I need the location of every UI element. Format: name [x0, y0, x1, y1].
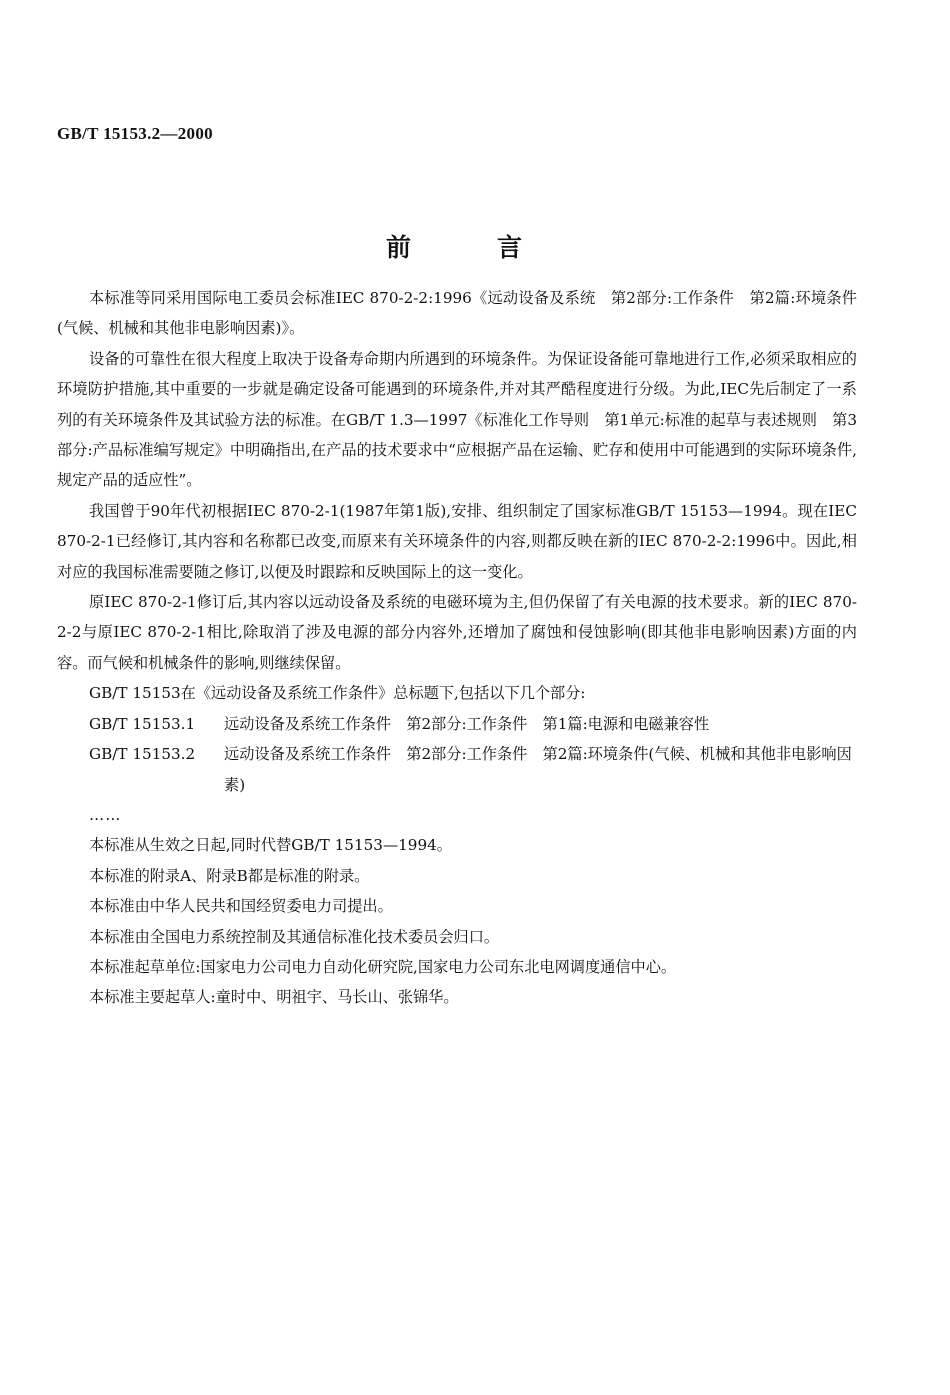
ellipsis: ……	[89, 805, 122, 824]
paragraph-series-intro: GB/T 15153在《远动设备及系统工作条件》总标题下,包括以下几个部分:	[89, 684, 586, 703]
page-title: 前言	[385, 233, 608, 262]
paragraph-drafters: 本标准主要起草人:童时中、明祖宇、马长山、张锦华。	[89, 988, 459, 1007]
paragraph-supersedes: 本标准从生效之日起,同时代替GB/T 15153—1994。	[89, 836, 452, 855]
part-code: GB/T 15153.1	[89, 714, 196, 733]
parts-list-item	[89, 709, 857, 739]
standard-code: GB/T 15153.2—2000	[57, 124, 213, 143]
paragraph-committee: 本标准由全国电力系统控制及其通信标准化技术委员会归口。	[89, 927, 500, 946]
parts-list-item	[89, 739, 857, 800]
paragraph-reliability: 设备的可靠性在很大程度上取决于设备寿命期内所遇到的环境条件。为保证设备能可靠地进行工作,必须采取相应的环境防护措施,其中重要的一步就是确定设备可能遇到的环境条件,并对其严酷程度进行分级。为此,IEC先后制定了一系列的有关环境条件及其试验方法的标准。在GB/T 1.3—1997《标准化工作导则 第1单元:标准的起草与表述规则 第3部分:产品标准编写规定》中明确指出,在产品的技术要求中“应根据产品在运输、贮存和使用中可能遇到的实际环境条件,规定产品的适应性”。	[57, 349, 857, 490]
document-body	[57, 283, 857, 1013]
paragraph-proposer: 本标准由中华人民共和国经贸委电力司提出。	[89, 897, 393, 916]
paragraph-adoption: 本标准等同采用国际电工委员会标准IEC 870-2-2:1996《远动设备及系统 第2部分:工作条件 第2篇:环境条件(气候、机械和其他非电影响因素)》。	[57, 289, 857, 338]
paragraph-drafting-units: 本标准起草单位:国家电力公司电力自动化研究院,国家电力公司东北电网调度通信中心。	[89, 957, 677, 976]
paragraph-annexes: 本标准的附录A、附录B都是标准的附录。	[89, 866, 370, 885]
part-title: 远动设备及系统工作条件 第2部分:工作条件 第2篇:环境条件(气候、机械和其他非电影响因素)	[224, 745, 852, 794]
part-code: GB/T 15153.2	[89, 745, 196, 764]
paragraph-history: 我国曾于90年代初根据IEC 870-2-1(1987年第1版),安排、组织制定了国家标准GB/T 15153—1994。现在IEC 870-2-1已经修订,其内容和名称都已改变,而原来有关环境条件的内容,则都反映在新的IEC 870-2-2:1996中。因此,相对应的我国标准需要随之修订,以便及时跟踪和反映国际上的这一变化。	[57, 501, 857, 581]
part-title: 远动设备及系统工作条件 第2部分:工作条件 第1篇:电源和电磁兼容性	[224, 714, 710, 733]
paragraph-revision: 原IEC 870-2-1修订后,其内容以远动设备及系统的电磁环境为主,但仍保留了有关电源的技术要求。新的IEC 870-2-2与原IEC 870-2-1相比,除取消了涉及电源的部分内容外,还增加了腐蚀和侵蚀影响(即其他非电影响因素)方面的内容。而气候和机械条件的影响,则继续保留。	[57, 593, 857, 672]
parts-list	[57, 709, 857, 800]
